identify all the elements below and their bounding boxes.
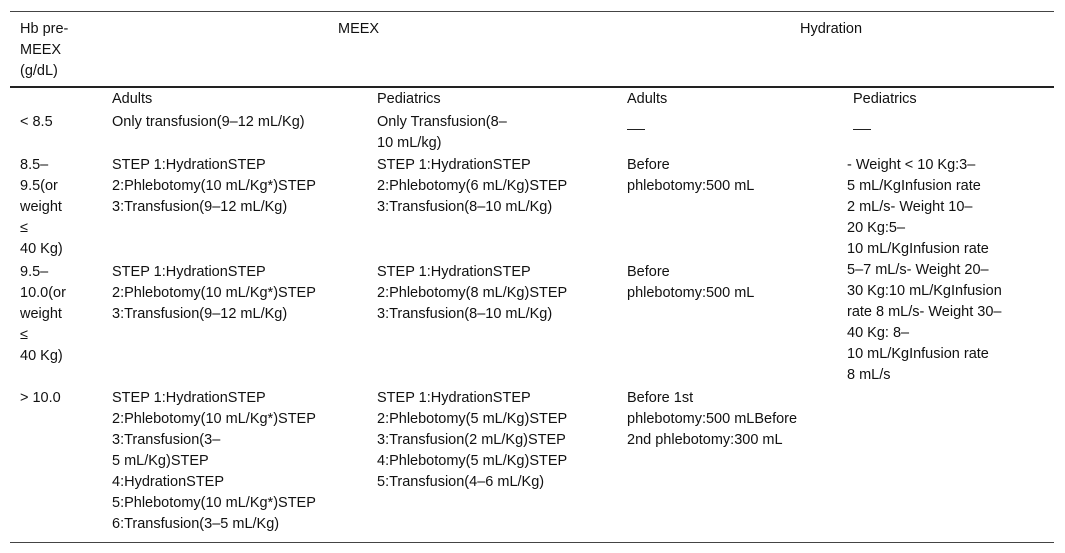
subheader-hydration-adults: Adults <box>627 91 668 107</box>
row3-hydration-adults: Before phlebotomy:500 mL <box>627 264 755 301</box>
row1-meex-adults: Only transfusion(9–12 mL/Kg) <box>112 114 305 130</box>
header-hb-pre-meex: Hb pre- MEEX (g/dL) <box>20 21 69 79</box>
header-meex: MEEX <box>338 21 380 37</box>
row1-meex-pediatrics: Only Transfusion(8– 10 mL/kg) <box>377 114 507 151</box>
meex-hydration-table <box>10 11 1054 543</box>
header-divider <box>10 86 1054 88</box>
subheader-meex-pediatrics: Pediatrics <box>377 91 441 107</box>
row2-meex-pediatrics: STEP 1:HydrationSTEP 2:Phlebotomy(6 mL/Kg)STEP 3:Transfusion(8–10 mL/Kg) <box>377 157 568 215</box>
dash-mark-1 <box>627 129 645 130</box>
header-hydration: Hydration <box>800 21 863 37</box>
row4-meex-pediatrics: STEP 1:HydrationSTEP 2:Phlebotomy(5 mL/Kg)STEP 3:Transfusion(2 mL/Kg)STEP 4:Phlebotomy(5 mL/Kg)STEP 5:Transfusion(4–6 mL/Kg) <box>377 390 568 490</box>
row4-hydration-adults: Before 1st phlebotomy:500 mLBefore 2nd phlebotomy:300 mL <box>627 390 798 448</box>
row2-meex-adults: STEP 1:HydrationSTEP 2:Phlebotomy(10 mL/Kg*)STEP 3:Transfusion(9–12 mL/Kg) <box>112 157 316 215</box>
row3-meex-pediatrics: STEP 1:HydrationSTEP 2:Phlebotomy(8 mL/Kg)STEP 3:Transfusion(8–10 mL/Kg) <box>377 264 568 322</box>
row2-hb: 8.5– 9.5(or weight ≤ 40 Kg) <box>20 157 63 257</box>
dash-mark-2 <box>853 129 871 130</box>
row1-hb: < 8.5 <box>20 114 53 130</box>
row4-meex-adults: STEP 1:HydrationSTEP 2:Phlebotomy(10 mL/Kg*)STEP 3:Transfusion(3– 5 mL/Kg)STEP 4:HydrationSTEP 5:Phlebotomy(10 mL/Kg*)STEP 6:Transfusion(3–5 mL/Kg) <box>112 390 316 532</box>
subheader-hydration-pediatrics: Pediatrics <box>853 91 917 107</box>
subheader-meex-adults: Adults <box>112 91 153 107</box>
hydration-pediatrics-merged: - Weight < 10 Kg:3– 5 mL/KgInfusion rate 2 mL/s- Weight 10– 20 Kg:5– 10 mL/KgInfusion rate 5–7 mL/s- Weight 20– 30 Kg:10 mL/KgInfusion rate 8 mL/s- Weight 30– 40 Kg: 8– 10 mL/KgInfusion rate 8 mL/s <box>847 157 1002 383</box>
row3-meex-adults: STEP 1:HydrationSTEP 2:Phlebotomy(10 mL/Kg*)STEP 3:Transfusion(9–12 mL/Kg) <box>112 264 316 322</box>
row2-hydration-adults: Before phlebotomy:500 mL <box>627 157 755 194</box>
row3-hb: 9.5– 10.0(or weight ≤ 40 Kg) <box>20 264 66 364</box>
row4-hb: > 10.0 <box>20 390 61 406</box>
